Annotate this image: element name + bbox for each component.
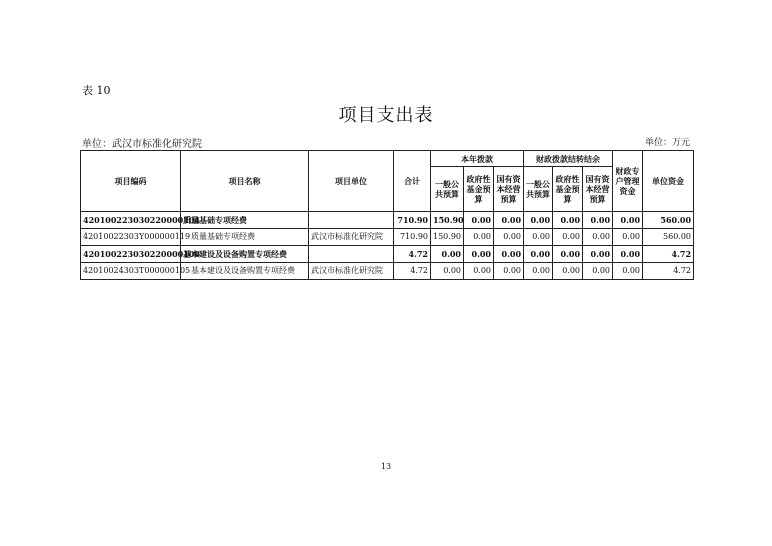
cell-self: 560.00 (643, 229, 694, 246)
table-row (81, 212, 694, 229)
cell-gf: 0.00 (464, 246, 494, 263)
header-total: 合计 (394, 151, 431, 212)
cell-sc: 0.00 (494, 263, 524, 280)
table-row (81, 263, 694, 280)
expenditure-table (80, 150, 694, 280)
cell-code: 420100223030220000108 (81, 246, 181, 263)
header-special-account: 财政专户管理资金 (613, 151, 643, 212)
cell-sp: 0.00 (613, 246, 643, 263)
cell-unit: 武汉市标准化研究院 (309, 263, 394, 280)
cell-code: 420100223030220000104 (81, 212, 181, 229)
cell-self: 4.72 (643, 246, 694, 263)
header-carryover: 财政拨款结转结余 (524, 151, 613, 167)
table-row (81, 229, 694, 246)
cell-gf: 0.00 (464, 212, 494, 229)
cell-name: 基本建设及设备购置专项经费 (181, 246, 309, 263)
cell-self: 560.00 (643, 212, 694, 229)
header-self-funds: 单位资金 (643, 151, 694, 212)
cell-gp: 150.90 (431, 229, 464, 246)
cell-name: 基本建设及设备购置专项经费 (181, 263, 309, 280)
cell-cgp: 0.00 (524, 263, 553, 280)
unit-label-right: 单位：万元 (644, 138, 690, 148)
cell-unit: 武汉市标准化研究院 (309, 229, 394, 246)
cell-csc: 0.00 (583, 229, 613, 246)
cell-name: 质量基础专项经费 (181, 212, 309, 229)
header-gov-fund: 政府性基金预算 (464, 167, 494, 212)
header-name: 项目名称 (181, 151, 309, 212)
header-carry-state-capital: 国有资本经营预算 (583, 167, 613, 212)
cell-gp: 150.90 (431, 212, 464, 229)
cell-cgp: 0.00 (524, 229, 553, 246)
unit-label-left: 单位：武汉市标准化研究院 (82, 139, 202, 150)
expenditure-table-container (80, 150, 693, 280)
cell-unit (309, 246, 394, 263)
cell-cgf: 0.00 (553, 263, 583, 280)
cell-total: 4.72 (394, 263, 431, 280)
cell-sc: 0.00 (494, 229, 524, 246)
cell-code: 42010024303T000000105 (81, 263, 181, 280)
table-row (81, 246, 694, 263)
header-carry-gov-fund: 政府性基金预算 (553, 167, 583, 212)
header-code: 项目编码 (81, 151, 181, 212)
cell-total: 710.90 (394, 229, 431, 246)
cell-csc: 0.00 (583, 263, 613, 280)
header-this-year: 本年拨款 (431, 151, 524, 167)
cell-sc: 0.00 (494, 246, 524, 263)
cell-sp: 0.00 (613, 229, 643, 246)
header-carry-general: 一般公共预算 (524, 167, 553, 212)
cell-cgp: 0.00 (524, 246, 553, 263)
cell-gf: 0.00 (464, 263, 494, 280)
table-number: 表 10 (82, 84, 111, 97)
cell-csc: 0.00 (583, 212, 613, 229)
cell-gp: 0.00 (431, 246, 464, 263)
cell-csc: 0.00 (583, 246, 613, 263)
cell-code: 42010022303Y000000119 (81, 229, 181, 246)
page-number: 13 (380, 462, 392, 471)
cell-sp: 0.00 (613, 263, 643, 280)
cell-self: 4.72 (643, 263, 694, 280)
header-unit: 项目单位 (309, 151, 394, 212)
cell-cgf: 0.00 (553, 229, 583, 246)
cell-unit (309, 212, 394, 229)
cell-total: 4.72 (394, 246, 431, 263)
cell-cgf: 0.00 (553, 246, 583, 263)
cell-gf: 0.00 (464, 229, 494, 246)
cell-cgp: 0.00 (524, 212, 553, 229)
header-state-capital: 国有资本经营预算 (494, 167, 524, 212)
cell-total: 710.90 (394, 212, 431, 229)
header-general-budget: 一般公共预算 (431, 167, 464, 212)
cell-gp: 0.00 (431, 263, 464, 280)
cell-sp: 0.00 (613, 212, 643, 229)
cell-cgf: 0.00 (553, 212, 583, 229)
page-title: 项目支出表 (338, 105, 434, 126)
cell-sc: 0.00 (494, 212, 524, 229)
cell-name: 质量基础专项经费 (181, 229, 309, 246)
